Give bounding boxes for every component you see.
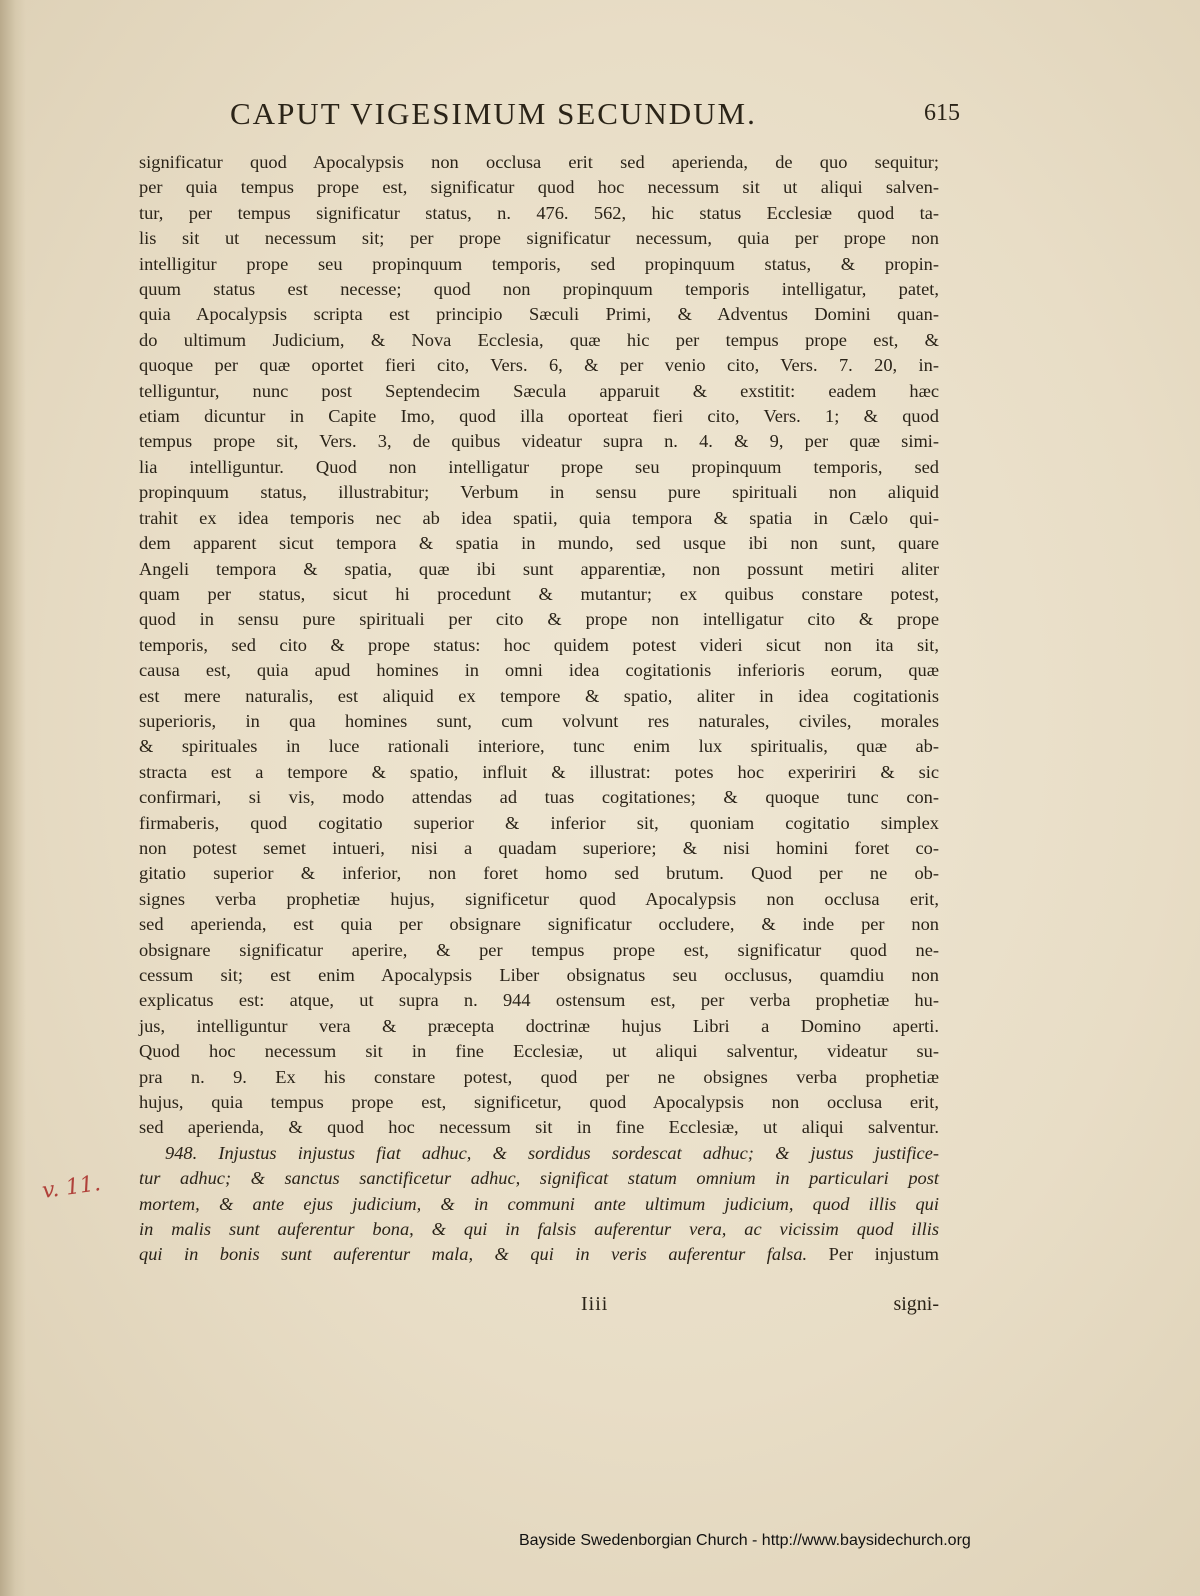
text-line: do ultimum Judicium, & Nova Ecclesia, quæ hic per tempus prope est, & [139,329,939,350]
text-line: cessum sit; est enim Apocalypsis Liber obsignatus seu occlusus, quamdiu non [139,965,939,985]
text-line: hujus, quia tempus prope est, significetur, quod Apocalypsis non occlusa erit, [139,1092,939,1113]
page-number: 615 [924,100,960,126]
verse-line: mortem, & ante ejus judicium, & in communi ante ultimum judicium, quod illis qui [139,1193,939,1214]
text-line: non potest semet intueri, nisi a quadam superiore; & nisi homini foret co- [139,837,939,858]
text-line: confirmari, si vis, modo attendas ad tuas cogitationes; & quoque tunc con- [139,787,939,808]
page-gutter-shadow [0,0,26,1596]
source-watermark: Bayside Swedenborgian Church - http://www.baysidechurch.org [519,1532,971,1549]
main-text [139,150,939,1268]
text-line: stracta est a tempore & spatio, influit & illustrat: potes hoc expeririri & sic [139,761,939,782]
running-head: CAPUT VIGESIMUM SECUNDUM. [230,96,757,131]
catchword: signi- [893,1293,939,1315]
text-line: intelligitur prope seu propinquum temporis, sed propinquum status, & propin- [139,253,939,274]
text-line: per quia tempus prope est, significatur quod hoc necessum sit ut aliqui salven- [139,177,939,198]
text-line: quum status est necesse; quod non propinquum temporis intelligatur, patet, [139,279,939,300]
text-line: tempus prope sit, Vers. 3, de quibus videatur supra n. 4. & 9, per quæ simi- [139,431,939,452]
text-line: quod in sensu pure spirituali per cito & prope non intelligatur cito & prope [139,609,939,630]
text-line: sed aperienda, & quod hoc necessum sit in fine Ecclesiæ, ut aliqui salventur. [139,1117,939,1138]
text-line: jus, intelliguntur vera & præcepta doctrinæ hujus Libri a Domino aperti. [139,1015,939,1036]
verse-line: tur adhuc; & sanctus sanctificetur adhuc, significat statum omnium in particulari post [139,1168,939,1189]
text-line: tur, per tempus significatur status, n. 476. 562, hic status Ecclesiæ quod ta- [139,202,939,223]
final-line-roman: Per injustum [828,1244,939,1265]
text-line: quia Apocalypsis scripta est principio Sæculi Primi, & Adventus Domini quan- [139,304,939,325]
text-line: quam per status, sicut hi procedunt & mutantur; ex quibus constare potest, [139,583,939,604]
text-line: gitatio superior & inferior, non foret homo sed brutum. Quod per ne ob- [139,863,939,884]
text-line: etiam dicuntur in Capite Imo, quod illa oporteat fieri cito, Vers. 1; & quod [139,406,939,427]
page-footer [139,1293,939,1321]
text-line: trahit ex idea temporis nec ab idea spatii, quia tempora & spatia in Cælo qui- [139,507,939,528]
verse-line: 948. Injustus injustus fiat adhuc, & sordidus sordescat adhuc; & justus justifice- [165,1142,939,1163]
text-line: obsignare significatur aperire, & per tempus prope est, significatur quod ne- [139,939,939,960]
signature-mark: Iiii [581,1293,609,1315]
final-line-italic: qui in bonis sunt auferentur mala, & qui in veris auferentur falsa. [139,1244,808,1265]
text-line: quoque per quæ oportet fieri cito, Vers. 6, & per venio cito, Vers. 7. 20, in- [139,355,939,376]
text-line: Quod hoc necessum sit in fine Ecclesiæ, ut aliqui salventur, videatur su- [139,1041,939,1062]
text-line: causa est, quia apud homines in omni idea cogitationis inferioris eorum, quæ [139,660,939,681]
page-header [230,96,960,136]
text-line: Angeli tempora & spatia, quæ ibi sunt apparentiæ, non possunt metiri aliter [139,558,939,579]
text-line: & spirituales in luce rationali interiore, tunc enim lux spiritualis, quæ ab- [139,736,939,757]
text-line: est mere naturalis, est aliquid ex tempore & spatio, aliter in idea cogitationis [139,685,939,706]
text-line: dem apparent sicut tempora & spatia in mundo, sed usque ibi non sunt, quare [139,533,939,554]
text-line: significatur quod Apocalypsis non occlusa erit sed aperienda, de quo sequitur; [139,152,939,172]
verse-line: in malis sunt auferentur bona, & qui in falsis auferentur vera, ac vicissim quod illis [139,1219,939,1240]
text-line: sed aperienda, est quia per obsignare significatur occludere, & inde per non [139,914,939,935]
text-line: signes verba prophetiæ hujus, significetur quod Apocalypsis non occlusa erit, [139,888,939,909]
final-text-line [139,1242,939,1267]
text-line: lis sit ut necessum sit; per prope significatur necessum, quia per prope non [139,228,939,249]
text-line: propinquum status, illustrabitur; Verbum in sensu pure spirituali non aliquid [139,482,939,503]
text-line: superioris, in qua homines sunt, cum volvunt res naturales, civiles, morales [139,710,939,731]
text-line: explicatus est: atque, ut supra n. 944 ostensum est, per verba prophetiæ hu- [139,990,939,1011]
text-line: telliguntur, nunc post Septendecim Sæcula apparuit & exstitit: eadem hæc [139,380,939,401]
text-line: firmaberis, quod cogitatio superior & inferior sit, quoniam cogitatio simplex [139,812,939,833]
text-line: pra n. 9. Ex his constare potest, quod per ne obsignes verba prophetiæ [139,1066,939,1087]
text-line: temporis, sed cito & prope status: hoc quidem potest videri sicut non ita sit, [139,634,939,655]
handwritten-margin-note: v. 11. [40,1171,103,1204]
text-line: lia intelliguntur. Quod non intelligatur prope seu propinquum temporis, sed [139,456,939,477]
